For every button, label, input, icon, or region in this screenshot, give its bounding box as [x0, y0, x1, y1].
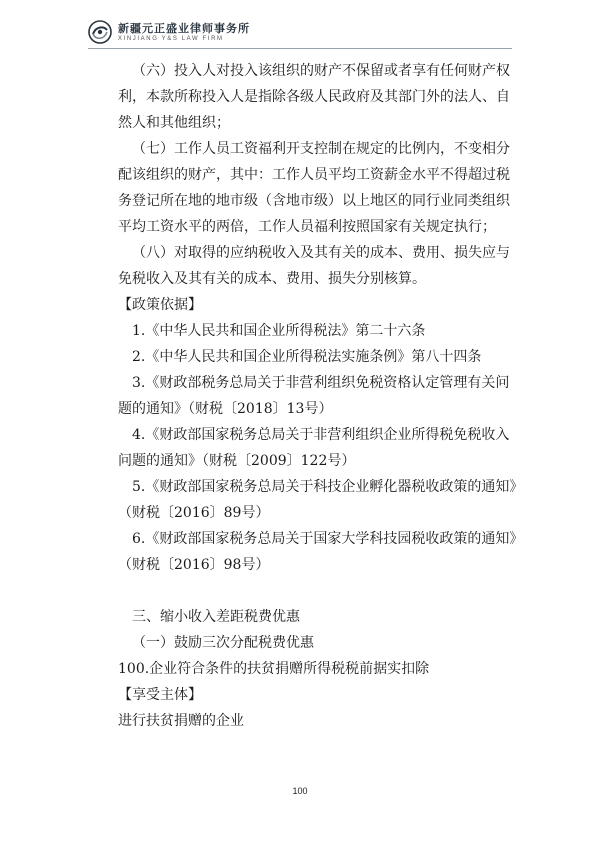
- policy-basis-item-3: 3.《财政部税务总局关于非营利组织免税资格认定管理有关问题的通知》（财税〔2018〕13号）: [118, 375, 510, 417]
- document-body: [118, 58, 520, 734]
- beneficiary-text: 进行扶贫捐赠的企业: [118, 713, 244, 729]
- policy-basis-item-6: 6.《财政部国家税务总局关于国家大学科技园税收政策的通知》（财税〔2016〕98号）: [118, 531, 517, 573]
- policy-basis-item-1: 1.《中华人民共和国企业所得税法》第二十六条: [132, 323, 426, 339]
- law-firm-logo-icon: [88, 20, 112, 44]
- paragraph-item-6: （六）投入人对投入该组织的财产不保留或者享有任何财产权利，本款所称投入人是指除各级人民政府及其部门外的法人、自然人和其他组织；: [118, 63, 510, 131]
- item-title: 100.企业符合条件的扶贫捐赠所得税税前据实扣除: [118, 661, 430, 677]
- policy-basis-item-5: 5.《财政部国家税务总局关于科技企业孵化器税收政策的通知》（财税〔2016〕89号）: [118, 479, 517, 521]
- page-number: 100: [292, 786, 308, 796]
- section-heading-policy-basis: 【政策依据】: [118, 297, 202, 313]
- subsection-title: （一）鼓励三次分配税费优惠: [132, 635, 314, 651]
- paragraph-item-8: （八）对取得的应纳税收入及其有关的成本、费用、损失应与免税收入及其有关的成本、费用、损失分别核算。: [118, 245, 510, 287]
- section-heading-beneficiary: 【享受主体】: [118, 687, 202, 703]
- firm-name: [118, 22, 250, 43]
- paragraph-item-7: （七）工作人员工资福利开支控制在规定的比例内，不变相分配该组织的财产，其中：工作人员平均工资薪金水平不得超过税务登记所在地的地市级（含地市级）以上地区的同行业同类组织平均工资水平的两倍，工作人员福利按照国家有关规定执行；: [118, 141, 510, 235]
- policy-basis-item-2: 2.《中华人民共和国企业所得税法实施条例》第八十四条: [132, 349, 482, 365]
- blank-line: [118, 578, 520, 604]
- firm-name-english: XINJIANG Y&S LAW FIRM: [118, 35, 224, 42]
- header-divider: [88, 48, 512, 49]
- section-title: 三、缩小收入差距税费优惠: [132, 609, 300, 625]
- firm-name-chinese: 新疆元正盛业律师事务所: [118, 21, 250, 35]
- policy-basis-item-4: 4.《财政部国家税务总局关于非营利组织企业所得税免税收入问题的通知》（财税〔2009〕122号）: [118, 427, 510, 469]
- page-header: [88, 20, 250, 44]
